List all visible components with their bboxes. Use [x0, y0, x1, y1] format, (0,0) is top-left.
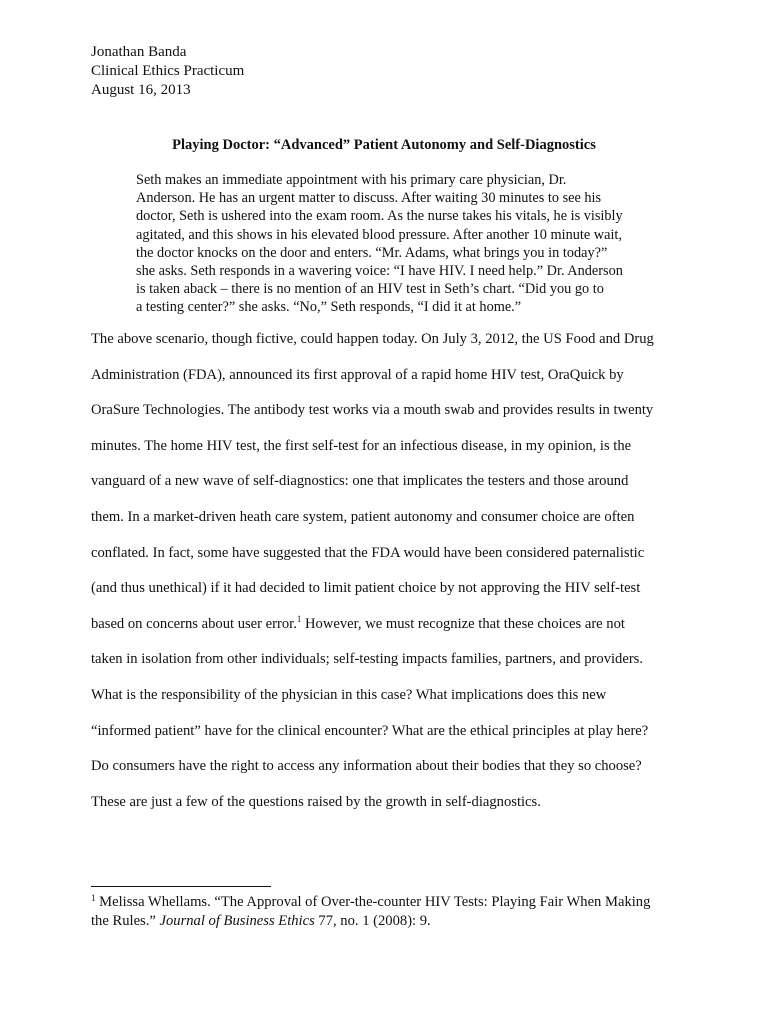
document-header [91, 43, 244, 100]
block-quote-line: a testing center?” she asks. “No,” Seth responds, “I did it at home.” [136, 299, 522, 316]
course-name: Clinical Ethics Practicum [91, 63, 245, 79]
block-quote-line: doctor, Seth is ushered into the exam room. As the nurse takes his vitals, he is visibly [136, 208, 623, 225]
body-line: What is the responsibility of the physician in this case? What implications does this new [91, 687, 607, 703]
footnote-text: Melissa Whellams. “The Approval of Over-the-counter HIV Tests: Playing Fair When Making [95, 894, 651, 910]
body-line: These are just a few of the questions raised by the growth in self-diagnostics. [91, 793, 541, 810]
block-quote-line: the doctor knocks on the door and enters. “Mr. Adams, what brings you in today?” [136, 244, 608, 261]
body-line-text: However, we must recognize that these choices are not [301, 615, 625, 632]
footnote-reference[interactable]: 1 [296, 613, 302, 624]
footnote-text: 77, no. 1 (2008): 9. [314, 913, 431, 929]
body-line: OraSure Technologies. The antibody test works via a mouth swab and provides results in twenty [91, 402, 654, 419]
body-line [91, 613, 625, 633]
footnote-line [91, 893, 650, 912]
footnote-text: the Rules.” [91, 913, 160, 929]
block-quote-line: Anderson. He has an urgent matter to discuss. After waiting 30 minutes to see his [136, 190, 602, 207]
block-quote-line: is taken aback – there is no mention of an HIV test in Seth’s chart. “Did you go to [136, 281, 604, 298]
body-line: them. In a market-driven heath care system, patient autonomy and consumer choice are often [91, 509, 635, 525]
body-line: taken in isolation from other individuals; self-testing impacts families, partners, and providers. [91, 651, 644, 668]
body-line: vanguard of a new wave of self-diagnostics: one that implicates the testers and those around [91, 473, 629, 490]
footnote [91, 893, 650, 931]
footnote-separator [91, 886, 271, 887]
body-line: “informed patient” have for the clinical encounter? What are the ethical principles at play here? [91, 722, 649, 739]
footnote-line [91, 912, 650, 931]
body-line-text: based on concerns about user error. [91, 615, 297, 632]
block-quote [136, 171, 676, 317]
body-line: minutes. The home HIV test, the first self-test for an infectious disease, in my opinion, is the [91, 437, 632, 454]
block-quote-line: she asks. Seth responds in a wavering voice: “I have HIV. I need help.” Dr. Anderson [136, 263, 623, 280]
document-date: August 16, 2013 [91, 82, 191, 98]
body-line: Do consumers have the right to access any information about their bodies that they so choose? [91, 758, 642, 775]
block-quote-line: Seth makes an immediate appointment with his primary care physician, Dr. [136, 172, 567, 188]
block-quote-line: agitated, and this shows in his elevated blood pressure. After another 10 minute wait, [136, 226, 622, 243]
document-title: Playing Doctor: “Advanced” Patient Autonomy and Self-Diagnostics [172, 137, 596, 153]
body-line: Administration (FDA), announced its first approval of a rapid home HIV test, OraQuick by [91, 366, 624, 383]
footnote-journal: Journal of Business Ethics [159, 913, 315, 929]
body-line: The above scenario, though fictive, could happen today. On July 3, 2012, the US Food and Drug [91, 331, 654, 347]
body-line: conflated. In fact, some have suggested that the FDA would have been considered paternalistic [91, 544, 645, 561]
footnote-number: 1 [91, 893, 96, 903]
author-name: Jonathan Banda [91, 44, 187, 60]
body-line: (and thus unethical) if it had decided to limit patient choice by not approving the HIV self-test [91, 580, 641, 597]
